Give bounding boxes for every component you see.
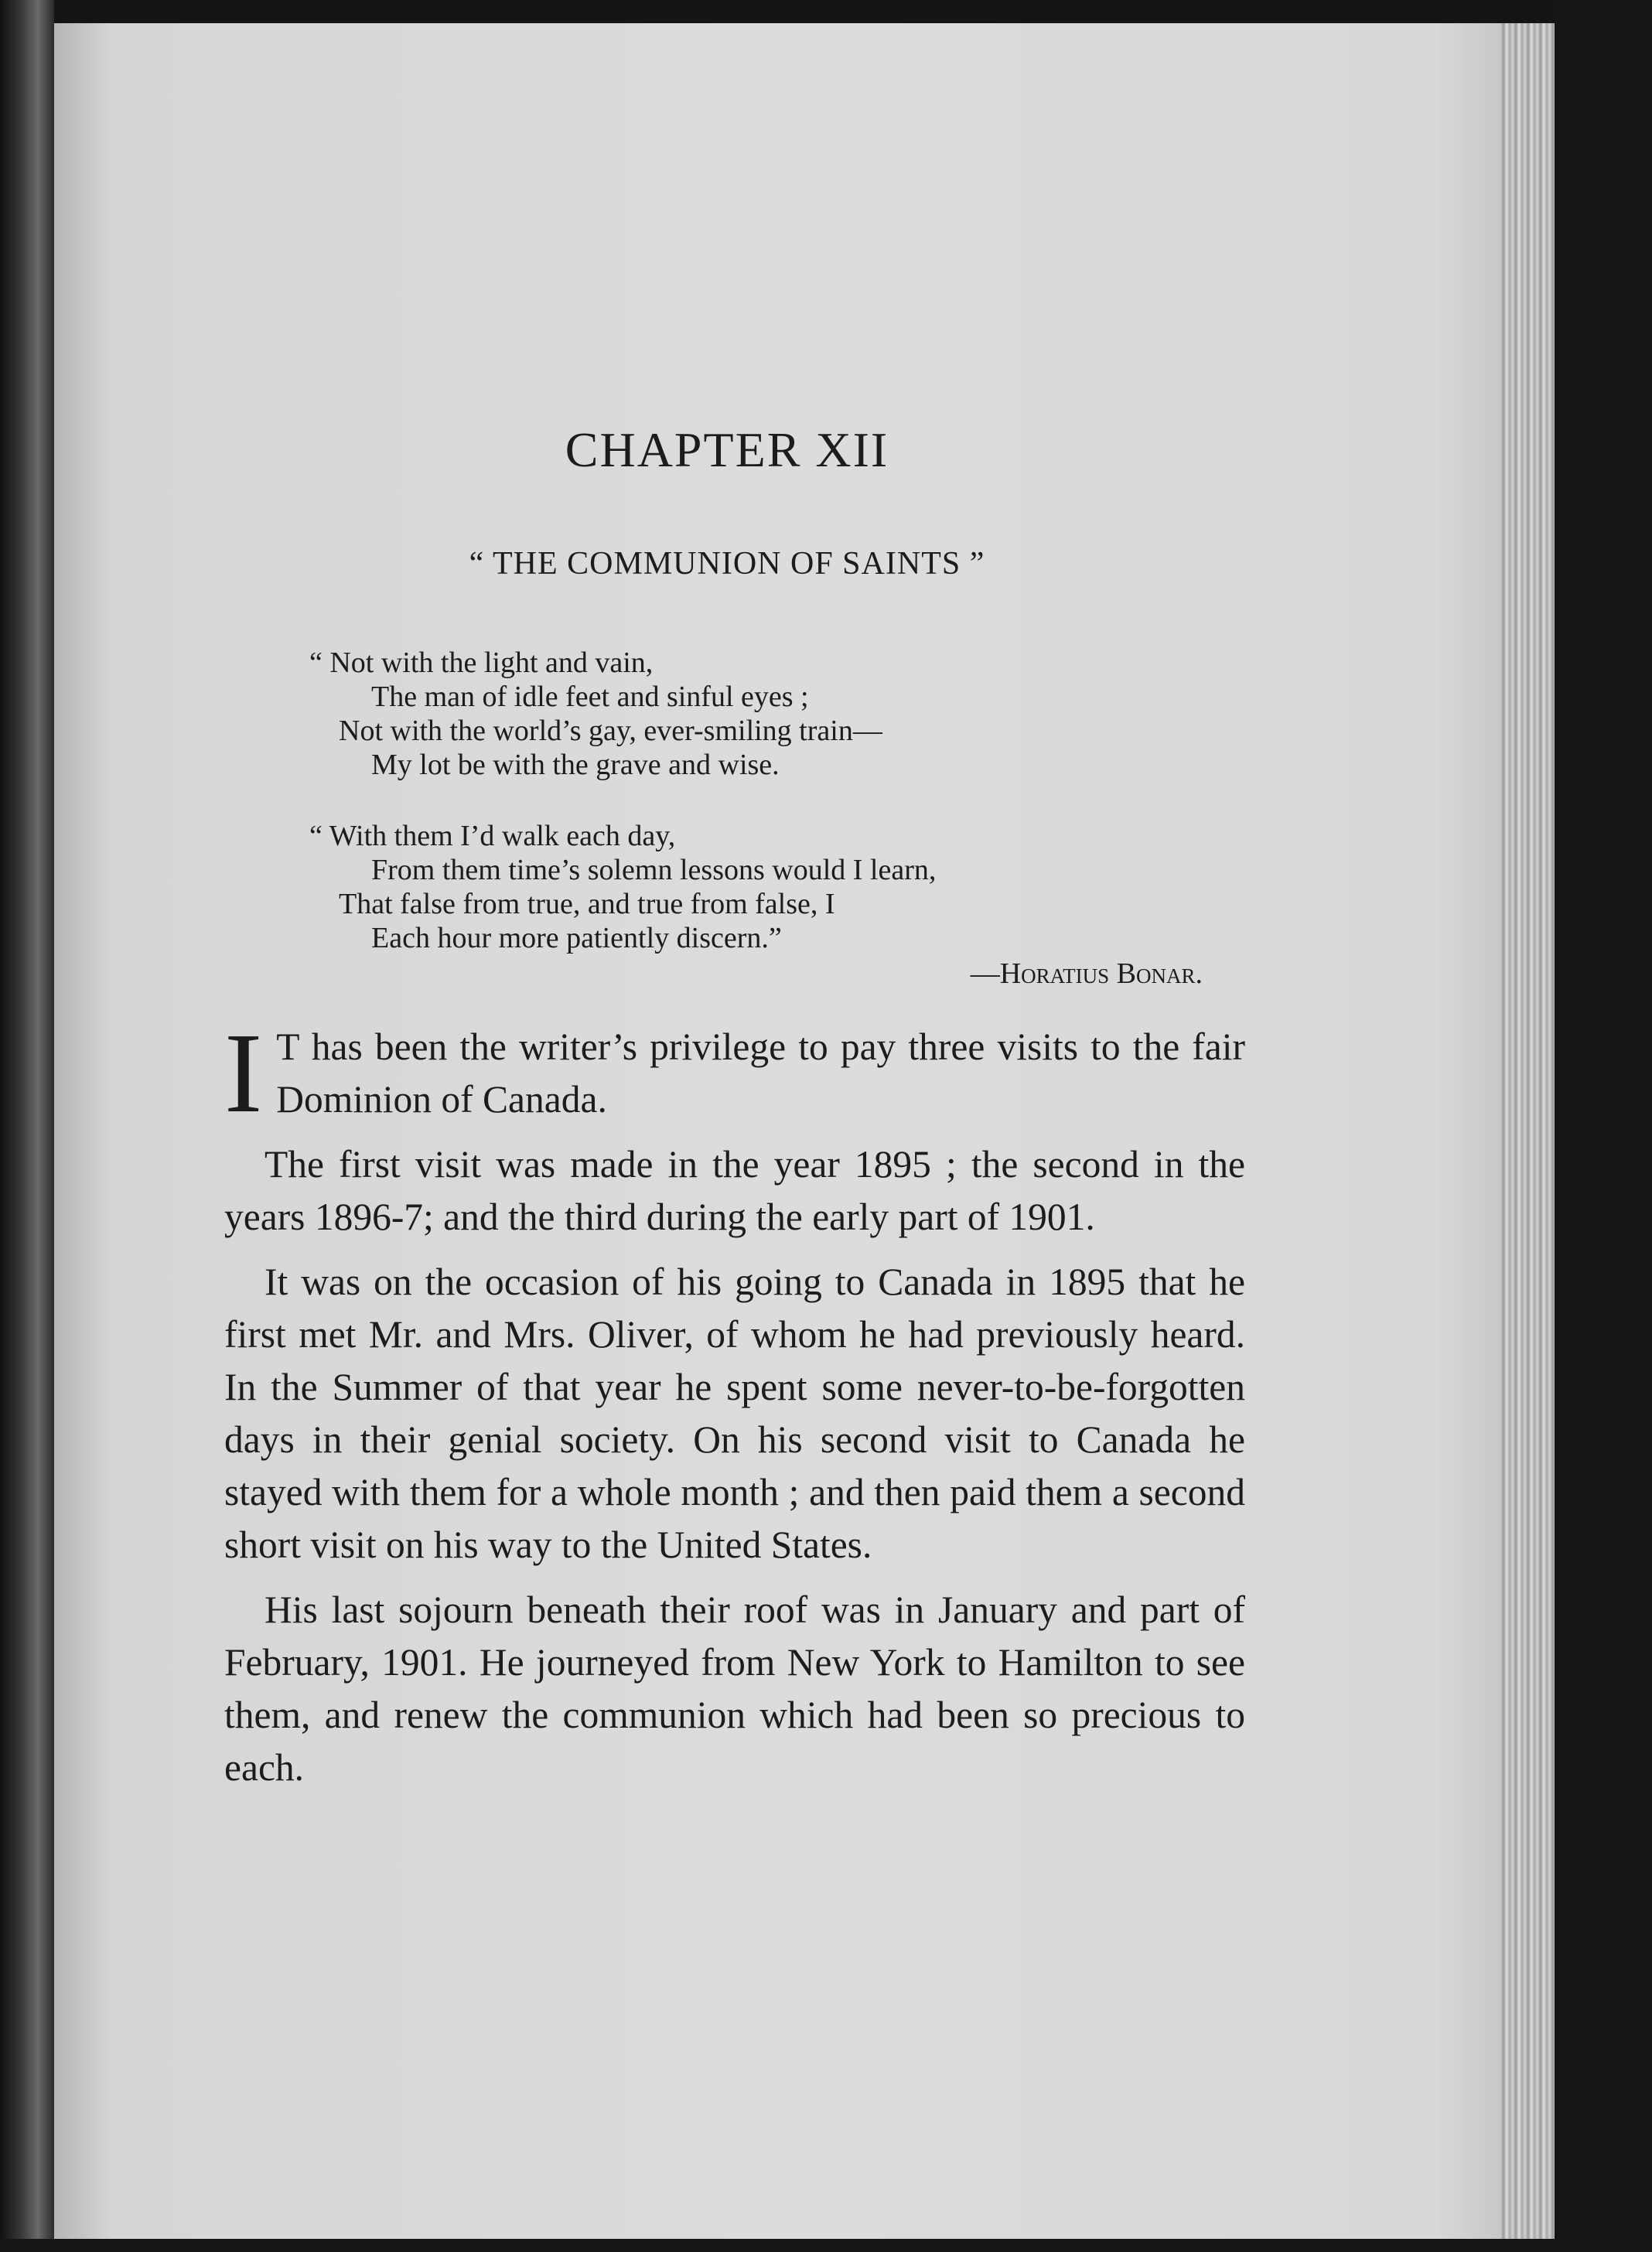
chapter-title: “ THE COMMUNION OF SAINTS ”	[469, 546, 985, 582]
paragraph-3: It was on the occasion of his going to Canada in 1895 that he first met Mr. and Mrs. Oliver, of whom he had previously heard. In the Summer of that year he spent some never-to-be-forgotten days in their genial society. On his second visit to Canada he stayed with them for a whole month ; and then paid them a second short visit on his way to the United States.	[224, 1261, 1245, 1566]
chapter-body	[224, 1010, 1245, 1807]
epigraph-line: Not with the world’s gay, ever-smiling train—	[339, 715, 882, 747]
epigraph-line: Each hour more patiently discern.”	[371, 922, 782, 954]
paragraph-1-text: T has been the writer’s privilege to pay three visits to the fair Dominion of Canada.	[276, 1025, 1245, 1121]
epigraph-line: “ With them I’d walk each day,	[309, 820, 676, 852]
epigraph-line: From them time’s solemn lessons would I learn,	[371, 854, 937, 886]
epigraph-line: “ Not with the light and vain,	[309, 647, 654, 679]
paragraph-1	[224, 1010, 1245, 1137]
epigraph-line: That false from true, and true from false, I	[339, 888, 835, 920]
drop-cap: I	[224, 1010, 263, 1137]
epigraph	[309, 646, 1222, 991]
paragraph-2: The first visit was made in the year 1895 ; the second in the years 1896-7; and the third during the early part of 1901.	[224, 1143, 1245, 1238]
epigraph-attribution: —Horatius Bonar.	[970, 957, 1203, 990]
epigraph-stanza-1	[309, 646, 1222, 782]
paragraph-4: His last sojourn beneath their roof was in January and part of February, 1901. He journeyed from New York to Hamilton to see them, and renew the communion which had been so precious to each.	[224, 1588, 1245, 1789]
chapter-heading: CHAPTER XII	[565, 422, 889, 477]
epigraph-line: My lot be with the grave and wise.	[371, 749, 780, 781]
epigraph-line: The man of idle feet and sinful eyes ;	[371, 681, 809, 713]
epigraph-stanza-2	[309, 819, 1222, 955]
